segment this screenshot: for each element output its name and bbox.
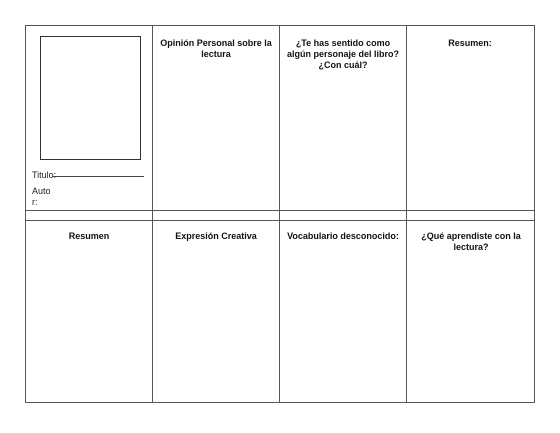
author-label-line1: Auto — [32, 186, 51, 196]
learned-question: ¿Qué aprendiste con la lectura? — [421, 231, 521, 252]
creative-expression-heading: Expresión Creativa — [175, 231, 257, 241]
opinion-heading: Opinión Personal sobre la lectura — [160, 38, 272, 59]
summary-heading-top: Resumen: — [448, 38, 492, 48]
book-cover-box — [40, 36, 141, 160]
vocabulary-heading: Vocabulario desconocido: — [287, 231, 399, 241]
summary-heading-bottom: Resumen — [68, 231, 110, 241]
title-underline — [52, 176, 144, 177]
character-question: ¿Te has sentido como algún personaje del libro? ¿Con cuál? — [286, 38, 400, 70]
title-label: Titulo: — [32, 170, 57, 180]
author-label-line2: r: — [32, 197, 38, 207]
